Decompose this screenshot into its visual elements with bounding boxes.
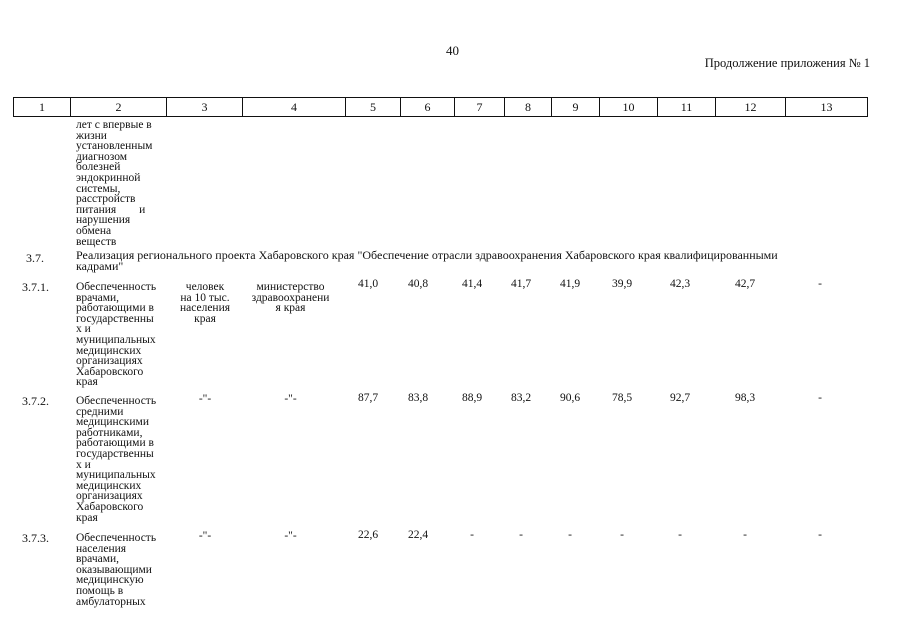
row-indicator: [76, 396, 168, 523]
unit-line: населения: [179, 302, 231, 315]
value-col-5: 22,6: [357, 529, 379, 541]
value-col-11: 92,7: [669, 392, 691, 404]
page-number: 40: [446, 43, 459, 58]
header-col-5: 5: [346, 98, 401, 117]
executor-line: министерство: [256, 281, 325, 293]
carryover-line: веществ: [76, 235, 117, 248]
value-col-6: 40,8: [407, 278, 429, 290]
executor-line: я края: [275, 302, 306, 315]
carryover-line: установленным: [76, 140, 153, 153]
unit-line: на 10 тыс.: [180, 291, 230, 304]
header-col-3: 3: [167, 98, 243, 117]
indicator-line: помощь в: [76, 584, 124, 597]
carryover-line: болезней: [76, 161, 121, 174]
continuation-label: Продолжение приложения № 1: [704, 56, 870, 70]
value-col-13: -: [818, 392, 822, 404]
row-unit: [170, 394, 240, 405]
indicator-line: края: [76, 511, 98, 524]
value-col-10: 78,5: [611, 392, 633, 404]
carryover-line: расстройств: [76, 193, 136, 206]
value-col-8: -: [519, 529, 523, 541]
unit-line: человек: [185, 281, 225, 293]
indicator-line: х и: [76, 323, 91, 336]
indicator-line: амбулаторных: [76, 595, 146, 608]
value-col-13: -: [818, 278, 822, 290]
indicator-line: медицинскими: [76, 416, 149, 429]
header-col-12: 12: [716, 98, 786, 117]
unit-line: -"-: [198, 393, 212, 405]
section-title: [76, 250, 856, 272]
header-col-4: 4: [243, 98, 346, 117]
indicator-line: врачами,: [76, 553, 120, 566]
value-col-5: 87,7: [357, 392, 379, 404]
header-col-13: 13: [786, 98, 868, 117]
value-col-12: 42,7: [734, 278, 756, 290]
value-col-7: -: [470, 529, 474, 541]
value-col-11: -: [678, 529, 682, 541]
value-col-11: 42,3: [669, 278, 691, 290]
header-col-8: 8: [505, 98, 552, 117]
unit-line: -"-: [198, 530, 212, 542]
carryover-line: нарушения: [76, 214, 131, 227]
carryover-line: лет с впервые в: [76, 119, 152, 131]
carryover-line: системы,: [76, 182, 121, 195]
carryover-line: обмена: [76, 224, 112, 237]
indicator-line: Хабаровского: [76, 365, 144, 378]
indicator-line: оказывающими: [76, 563, 152, 576]
header-col-11: 11: [658, 98, 716, 117]
indicator-line: Обеспеченность: [76, 281, 157, 293]
value-col-12: -: [743, 529, 747, 541]
row-indicator: [76, 533, 168, 607]
value-col-13: -: [818, 529, 822, 541]
carryover-line: диагнозом: [76, 150, 128, 163]
column-number-header: [13, 97, 868, 117]
carryover-line: питания и: [76, 203, 146, 216]
header-col-10: 10: [600, 98, 658, 117]
value-col-9: 90,6: [559, 392, 581, 404]
header-col-7: 7: [455, 98, 505, 117]
indicator-line: края: [76, 376, 98, 389]
indicator-line: медицинских: [76, 344, 142, 357]
indicator-line: населения: [76, 542, 127, 555]
header-col-1: 1: [14, 98, 71, 117]
section-code: 3.7.: [26, 251, 44, 265]
indicator-line: государственны: [76, 447, 154, 460]
section-title-line: кадрами": [76, 259, 124, 273]
executor-line: -"-: [284, 530, 297, 542]
row-executor: [243, 282, 338, 314]
indicator-line: медицинскую: [76, 574, 144, 587]
value-col-6: 83,8: [407, 392, 429, 404]
row-indicator: [76, 282, 168, 388]
indicator-line: организациях: [76, 355, 143, 368]
value-col-8: 41,7: [510, 278, 532, 290]
header-col-2: 2: [71, 98, 167, 117]
indicator-line: средними: [76, 405, 124, 418]
unit-line: края: [194, 312, 216, 325]
value-col-10: -: [620, 529, 624, 541]
indicator-line: Обеспеченность: [76, 532, 157, 544]
indicator-line: муниципальных: [76, 469, 156, 482]
value-col-5: 41,0: [357, 278, 379, 290]
executor-line: здравоохранени: [251, 291, 330, 304]
executor-line: -"-: [284, 393, 297, 405]
carryover-indicator: [76, 120, 168, 247]
header-col-9: 9: [552, 98, 600, 117]
row-code: 3.7.1.: [22, 280, 49, 294]
value-col-12: 98,3: [734, 392, 756, 404]
value-col-9: -: [568, 529, 572, 541]
value-col-7: 88,9: [461, 392, 483, 404]
indicator-line: работниками,: [76, 426, 143, 439]
indicator-line: работающими в: [76, 302, 154, 315]
carryover-line: жизни: [76, 129, 107, 142]
row-unit: [170, 282, 240, 324]
row-executor: [243, 394, 338, 405]
row-executor: [243, 531, 338, 542]
value-col-9: 41,9: [559, 278, 581, 290]
value-col-10: 39,9: [611, 278, 633, 290]
value-col-8: 83,2: [510, 392, 532, 404]
indicator-line: государственны: [76, 312, 154, 325]
indicator-line: муниципальных: [76, 333, 156, 346]
carryover-line: эндокринной: [76, 171, 141, 184]
row-code: 3.7.2.: [22, 394, 49, 408]
indicator-line: организациях: [76, 490, 143, 503]
indicator-line: работающими в: [76, 437, 154, 450]
row-unit: [170, 531, 240, 542]
indicator-line: врачами,: [76, 291, 120, 304]
indicator-line: Обеспеченность: [76, 395, 157, 407]
value-col-7: 41,4: [461, 278, 483, 290]
value-col-6: 22,4: [407, 529, 429, 541]
indicator-line: Хабаровского: [76, 500, 144, 513]
header-col-6: 6: [401, 98, 455, 117]
row-code: 3.7.3.: [22, 531, 49, 545]
indicator-line: х и: [76, 458, 91, 471]
indicator-line: медицинских: [76, 479, 142, 492]
section-title-line: Реализация регионального проекта Хабаровского края "Обеспечение отрасли здравоохранения Хабаровского края квалифицированными: [76, 248, 778, 262]
